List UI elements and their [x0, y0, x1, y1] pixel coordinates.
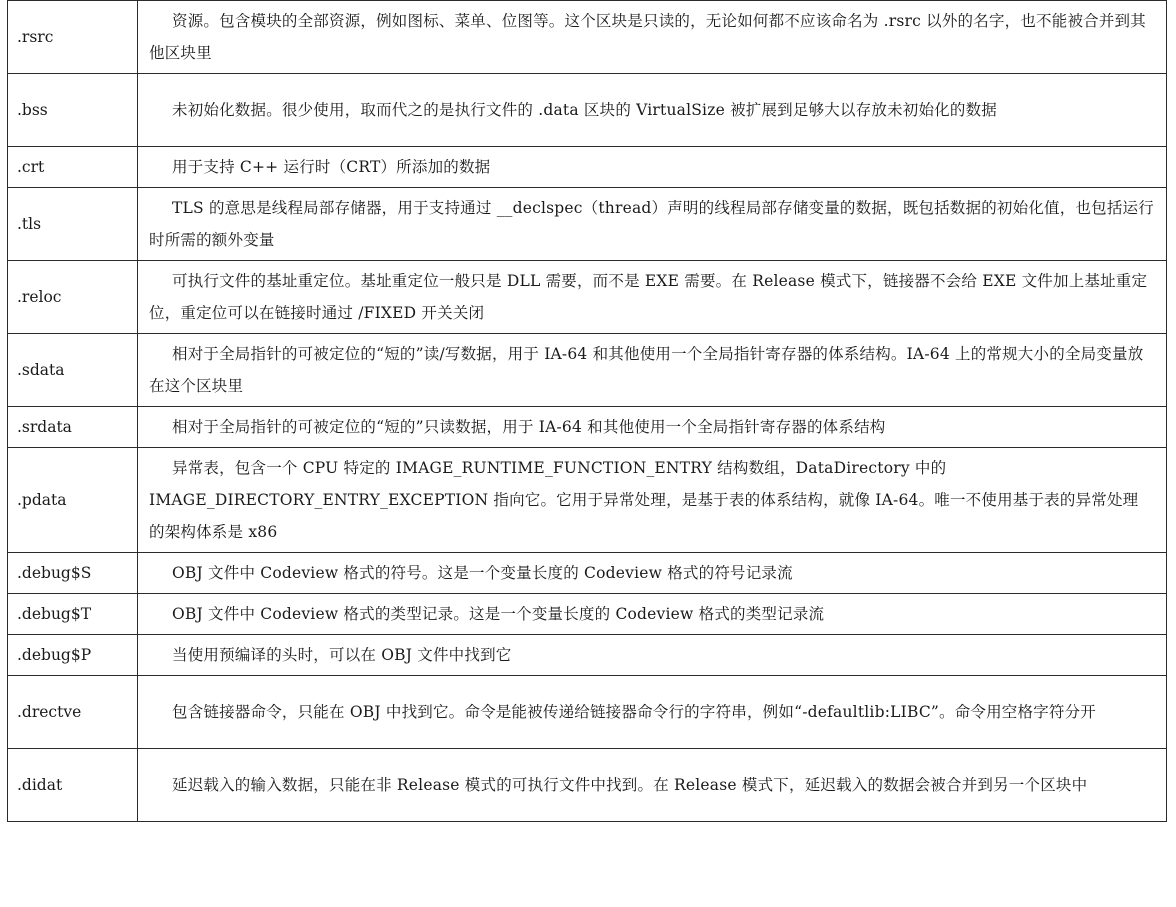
section-description: 异常表，包含一个 CPU 特定的 IMAGE_RUNTIME_FUNCTION_ENTRY 结构数组，DataDirectory 中的 IMAGE_DIRECTORY_ENTRY_EXCEPTION 指向它。它用于异常处理，是基于表的体系结构，就像 IA-64。唯一不使用基于表的异常处理的架构体系是 x86 [138, 448, 1167, 553]
section-description: 未初始化数据。很少使用，取而代之的是执行文件的 .data 区块的 VirtualSize 被扩展到足够大以存放未初始化的数据 [138, 74, 1167, 147]
table-row [8, 749, 1167, 822]
section-description: 当使用预编译的头时，可以在 OBJ 文件中找到它 [138, 635, 1167, 676]
table-row [8, 594, 1167, 635]
table-row [8, 188, 1167, 261]
table-row [8, 1, 1167, 74]
section-name: .debug$P [8, 635, 138, 676]
table-row [8, 261, 1167, 334]
section-name: .sdata [8, 334, 138, 407]
section-name: .tls [8, 188, 138, 261]
section-table [7, 0, 1167, 822]
section-name: .srdata [8, 407, 138, 448]
section-name: .didat [8, 749, 138, 822]
table-row [8, 407, 1167, 448]
section-description: 相对于全局指针的可被定位的“短的”读/写数据，用于 IA-64 和其他使用一个全局指针寄存器的体系结构。IA-64 上的常规大小的全局变量放在这个区块里 [138, 334, 1167, 407]
section-name: .drectve [8, 676, 138, 749]
section-name: .pdata [8, 448, 138, 553]
section-description: 资源。包含模块的全部资源，例如图标、菜单、位图等。这个区块是只读的，无论如何都不应该命名为 .rsrc 以外的名字，也不能被合并到其他区块里 [138, 1, 1167, 74]
section-description: OBJ 文件中 Codeview 格式的符号。这是一个变量长度的 Codeview 格式的符号记录流 [138, 553, 1167, 594]
section-name: .debug$S [8, 553, 138, 594]
section-name: .debug$T [8, 594, 138, 635]
section-description: TLS 的意思是线程局部存储器，用于支持通过 __declspec（thread）声明的线程局部存储变量的数据，既包括数据的初始化值，也包括运行时所需的额外变量 [138, 188, 1167, 261]
section-description: 相对于全局指针的可被定位的“短的”只读数据，用于 IA-64 和其他使用一个全局指针寄存器的体系结构 [138, 407, 1167, 448]
table-row [8, 448, 1167, 553]
table-row [8, 147, 1167, 188]
table-row [8, 334, 1167, 407]
table-row [8, 676, 1167, 749]
section-description: OBJ 文件中 Codeview 格式的类型记录。这是一个变量长度的 Codeview 格式的类型记录流 [138, 594, 1167, 635]
section-name: .crt [8, 147, 138, 188]
section-description: 用于支持 C++ 运行时（CRT）所添加的数据 [138, 147, 1167, 188]
section-description: 延迟载入的输入数据，只能在非 Release 模式的可执行文件中找到。在 Release 模式下，延迟载入的数据会被合并到另一个区块中 [138, 749, 1167, 822]
table-row [8, 635, 1167, 676]
section-description: 包含链接器命令，只能在 OBJ 中找到它。命令是能被传递给链接器命令行的字符串，例如“-defaultlib:LIBC”。命令用空格字符分开 [138, 676, 1167, 749]
section-name: .bss [8, 74, 138, 147]
table-row [8, 74, 1167, 147]
section-name: .reloc [8, 261, 138, 334]
table-row [8, 553, 1167, 594]
section-description: 可执行文件的基址重定位。基址重定位一般只是 DLL 需要，而不是 EXE 需要。在 Release 模式下，链接器不会给 EXE 文件加上基址重定位，重定位可以在链接时通过 /FIXED 开关关闭 [138, 261, 1167, 334]
section-name: .rsrc [8, 1, 138, 74]
